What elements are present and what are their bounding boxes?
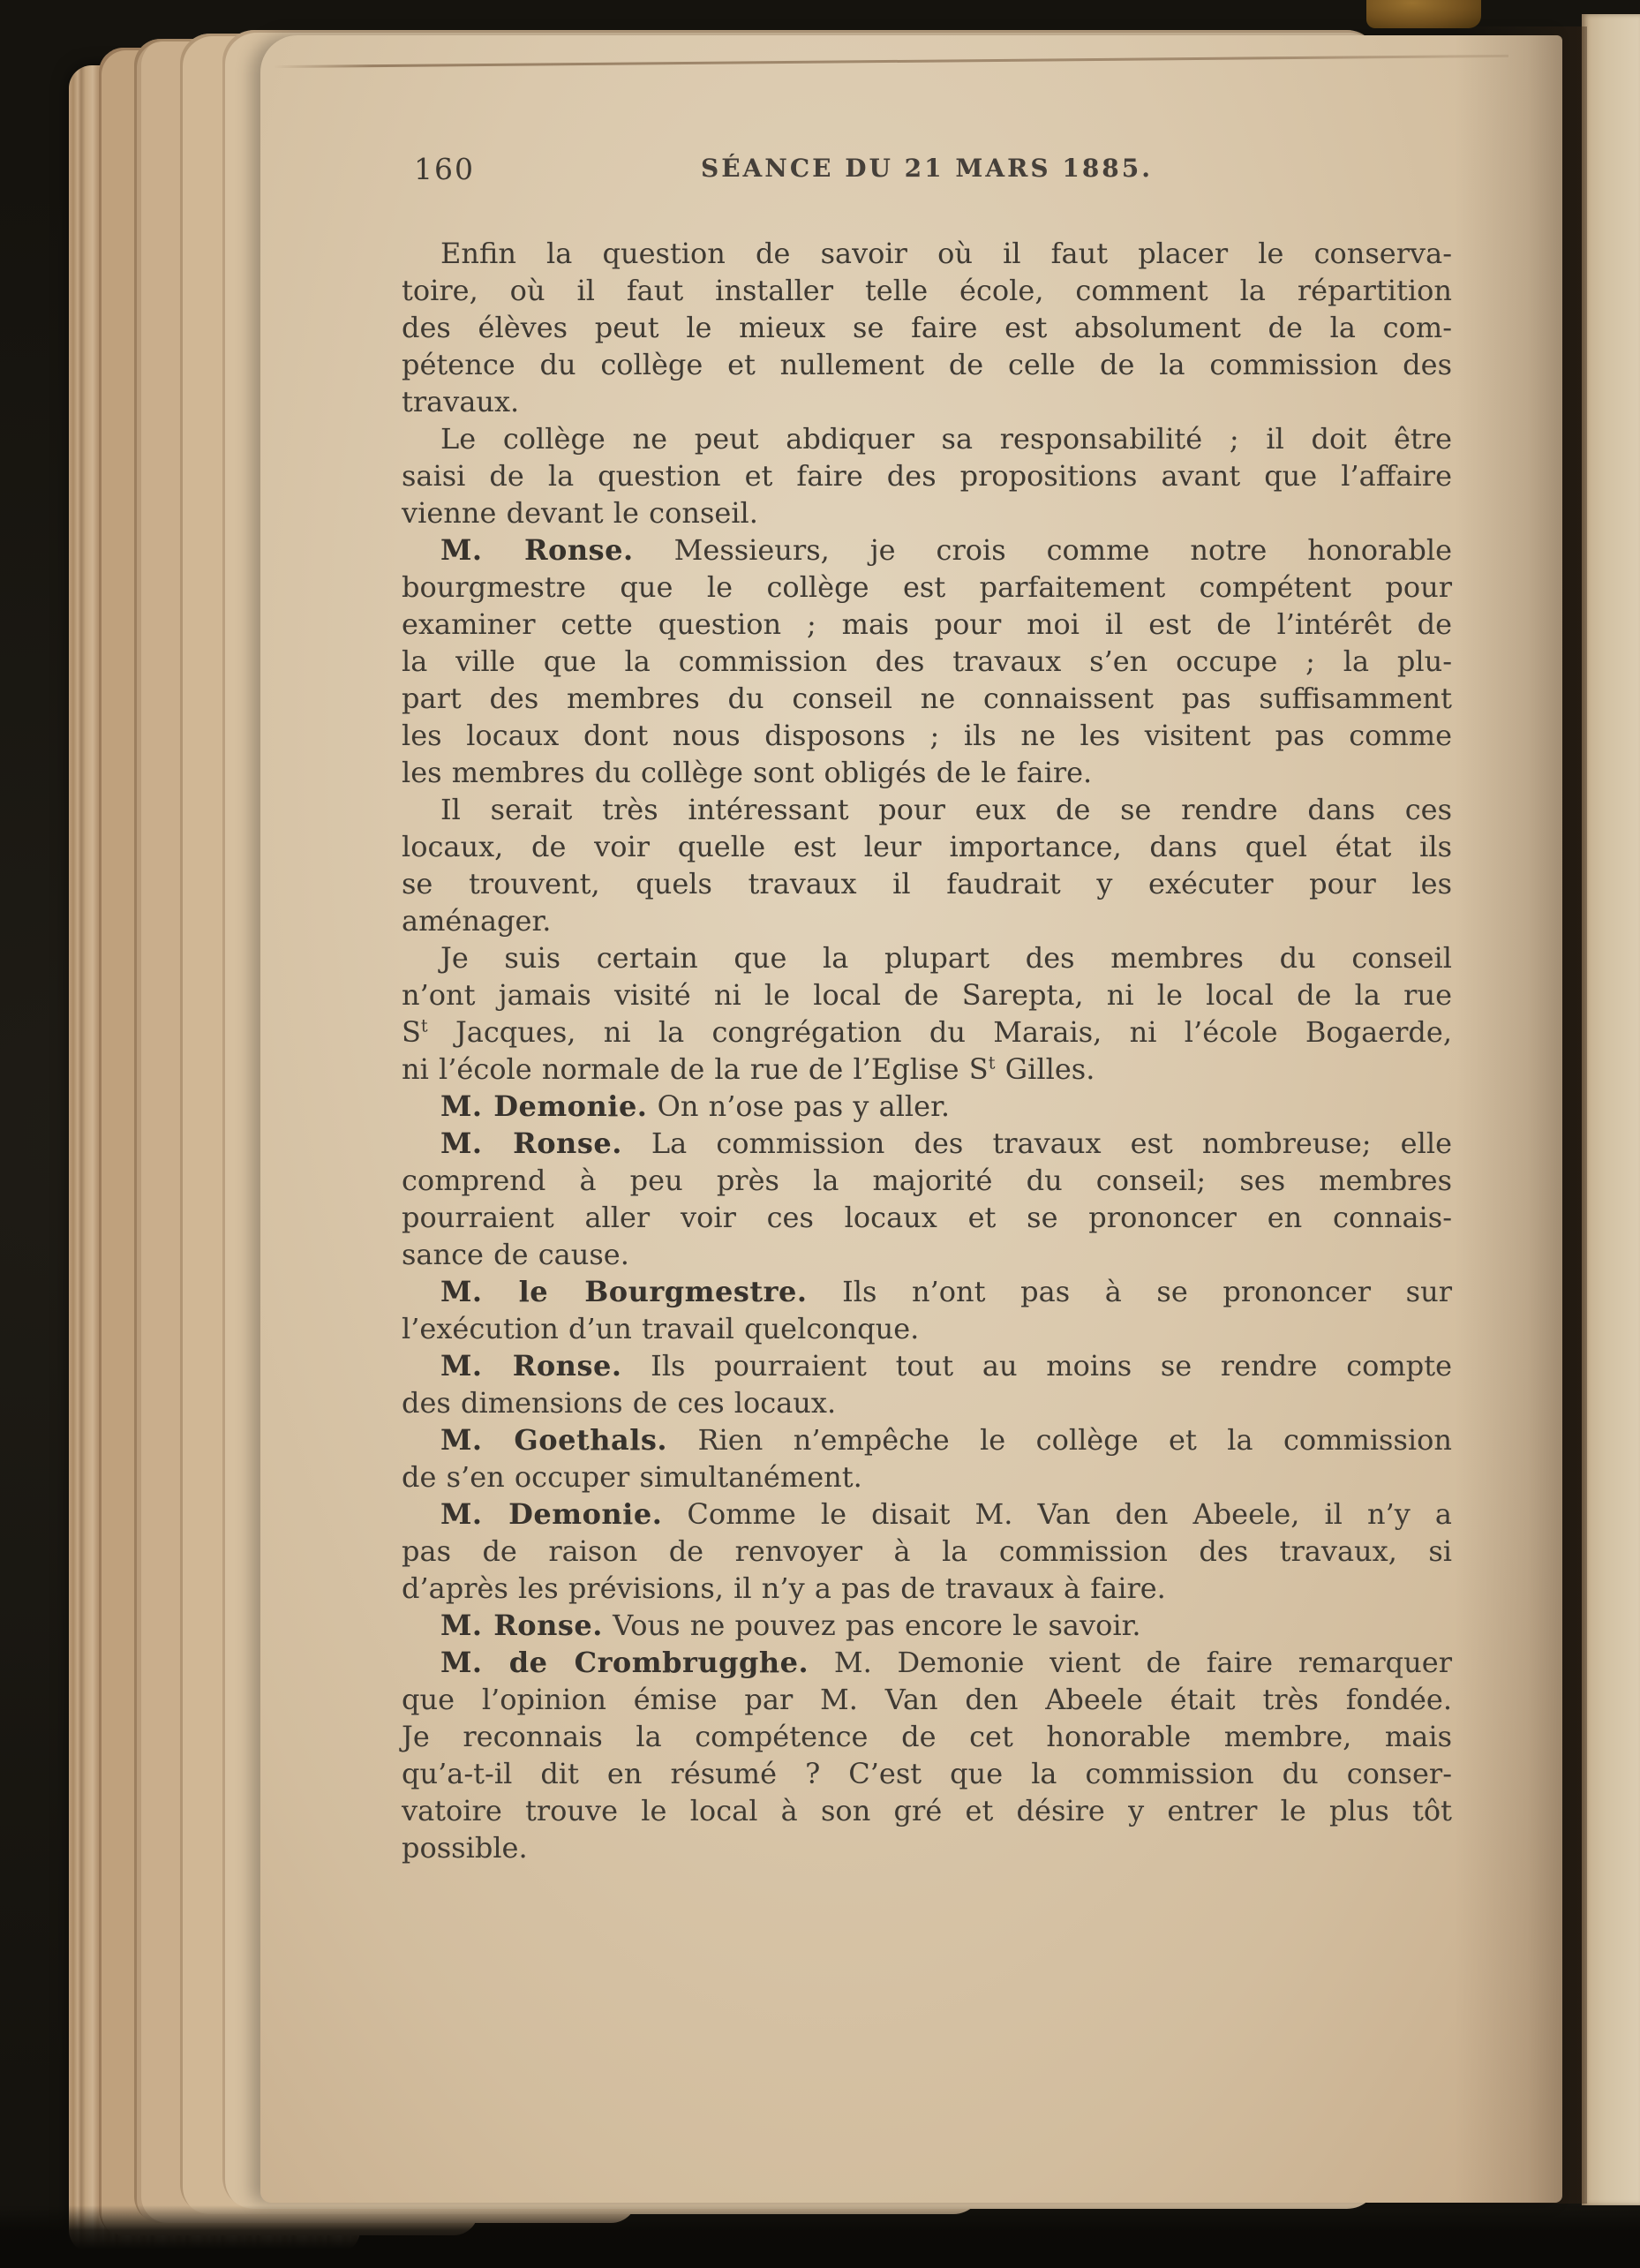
speaker-name: M. Demonie. xyxy=(440,1497,663,1531)
text-segment: locaux, de voir quelle est leur importance, dans quel état ils xyxy=(402,830,1452,863)
text-line xyxy=(402,791,1452,828)
text-line xyxy=(402,420,1452,457)
text-line xyxy=(402,346,1452,383)
text-segment: pourraient aller voir ces locaux et se prononcer en connais- xyxy=(402,1201,1452,1234)
speaker-name: M. de Crombrugghe. xyxy=(440,1646,809,1679)
text-segment: examiner cette question ; mais pour moi il est de l’intérêt de xyxy=(402,607,1452,641)
text-segment: des élèves peut le mieux se faire est absolument de la com- xyxy=(402,311,1452,344)
text-segment: M. Demonie vient de faire remarquer xyxy=(809,1646,1453,1679)
text-line xyxy=(402,1236,1452,1273)
text-line xyxy=(402,1347,1452,1384)
text-segment: Messieurs, je crois comme notre honorable xyxy=(633,533,1453,567)
text-segment: la ville que la commission des travaux s’en occupe ; la plu- xyxy=(402,644,1452,678)
superscript: t xyxy=(420,1015,428,1036)
text-segment: toire, où il faut installer telle école, comment la répartition xyxy=(402,274,1452,307)
text-segment: Enfin la question de savoir où il faut placer le conserva- xyxy=(440,237,1452,270)
text-segment: S xyxy=(402,1015,421,1049)
text-line xyxy=(402,1644,1452,1681)
text-segment: part des membres du conseil ne connaissent pas suffisamment xyxy=(402,682,1452,715)
text-line xyxy=(402,1755,1452,1792)
text-segment: bourgmestre que le collège est parfaitement compétent pour xyxy=(402,570,1452,604)
text-line xyxy=(402,1125,1452,1162)
text-line xyxy=(402,1051,1452,1088)
text-segment: vienne devant le conseil. xyxy=(402,496,758,530)
text-line xyxy=(402,865,1452,902)
text-line xyxy=(402,1421,1452,1458)
text-segment: Le collège ne peut abdiquer sa responsabilité ; il doit être xyxy=(440,422,1452,456)
text-line xyxy=(402,1607,1452,1644)
text-line xyxy=(402,717,1452,754)
speaker-name: M. le Bourgmestre. xyxy=(440,1275,808,1308)
text-segment: que l’opinion émise par M. Van den Abeele était très fondée. xyxy=(402,1683,1452,1716)
gutter-shadow xyxy=(1455,26,1587,2204)
text-segment: ni l’école normale de la rue de l’Eglise S xyxy=(402,1052,989,1086)
text-segment: saisi de la question et faire des propositions avant que l’affaire xyxy=(402,459,1452,493)
text-segment: qu’a-t-il dit en résumé ? C’est que la commission du conser- xyxy=(402,1757,1452,1790)
bottom-edge-shadow xyxy=(0,2205,1640,2268)
text-segment: pas de raison de renvoyer à la commission des travaux, si xyxy=(402,1534,1452,1568)
text-segment: d’après les prévisions, il n’y a pas de travaux à faire. xyxy=(402,1571,1166,1605)
text-segment: des dimensions de ces locaux. xyxy=(402,1386,837,1420)
text-line xyxy=(402,606,1452,643)
text-line xyxy=(402,531,1452,569)
speaker-name: M. Ronse. xyxy=(440,533,634,567)
speaker-name: M. Ronse. xyxy=(440,1349,622,1383)
text-line xyxy=(402,309,1452,346)
text-line xyxy=(402,828,1452,865)
text-line xyxy=(402,902,1452,939)
text-line xyxy=(402,494,1452,531)
book-page xyxy=(260,35,1562,2203)
text-segment: Je reconnais la compétence de cet honorable membre, mais xyxy=(402,1720,1452,1753)
text-segment: La commission des travaux est nombreuse; elle xyxy=(621,1126,1453,1160)
text-segment: Jacques, ni la congrégation du Marais, ni l’école Bogaerde, xyxy=(427,1015,1452,1049)
text-segment: les membres du collège sont obligés de le faire. xyxy=(402,756,1093,789)
binding-stain xyxy=(1366,0,1481,28)
text-line xyxy=(402,457,1452,494)
running-title: SÉANCE DU 21 MARS 1885. xyxy=(700,154,1154,183)
text-line xyxy=(402,272,1452,309)
text-line xyxy=(402,1458,1452,1496)
speaker-name: M. Ronse. xyxy=(440,1126,622,1160)
page-header xyxy=(402,148,1452,189)
text-segment: Vous ne pouvez pas encore le savoir. xyxy=(602,1609,1141,1642)
text-line xyxy=(402,1310,1452,1347)
text-segment: aménager. xyxy=(402,904,552,938)
text-line xyxy=(402,976,1452,1013)
text-segment: Ils pourraient tout au moins se rendre compte xyxy=(621,1349,1453,1383)
text-line xyxy=(402,1273,1452,1310)
text-segment: les locaux dont nous disposons ; ils ne les visitent pas comme xyxy=(402,719,1452,752)
speaker-name: M. Ronse. xyxy=(440,1609,603,1642)
text-line xyxy=(402,1829,1452,1866)
text-segment: Gilles. xyxy=(995,1052,1095,1086)
text-segment: vatoire trouve le local à son gré et désire y entrer le plus tôt xyxy=(402,1794,1452,1827)
speaker-name: M. Demonie. xyxy=(440,1089,648,1123)
text-line xyxy=(402,754,1452,791)
text-line xyxy=(402,939,1452,976)
page-number: 160 xyxy=(414,152,475,186)
text-line xyxy=(402,1570,1452,1607)
text-line xyxy=(402,1718,1452,1755)
text-segment: pétence du collège et nullement de celle de la commission des xyxy=(402,348,1452,381)
text-segment: se trouvent, quels travaux il faudrait y exécuter pour les xyxy=(402,867,1452,900)
text-line xyxy=(402,1792,1452,1829)
text-line xyxy=(402,643,1452,680)
text-segment: l’exécution d’un travail quelconque. xyxy=(402,1312,920,1345)
text-segment: On n’ose pas y aller. xyxy=(647,1089,951,1123)
text-segment: Ils n’ont pas à se prononcer sur xyxy=(807,1275,1453,1308)
text-segment: sance de cause. xyxy=(402,1238,629,1271)
text-block xyxy=(402,235,1452,1866)
text-line xyxy=(402,1162,1452,1199)
text-line xyxy=(402,569,1452,606)
text-line xyxy=(402,680,1452,717)
text-segment: Comme le disait M. Van den Abeele, il n’y a xyxy=(662,1497,1453,1531)
text-segment: de s’en occuper simultanément. xyxy=(402,1460,862,1494)
speaker-name: M. Goethals. xyxy=(440,1423,668,1457)
text-line xyxy=(402,1681,1452,1718)
facing-page-edge xyxy=(1582,14,1640,2205)
page-edge-line xyxy=(273,55,1508,68)
text-line xyxy=(402,383,1452,420)
text-line xyxy=(402,1088,1452,1125)
text-segment: possible. xyxy=(402,1831,528,1865)
text-line xyxy=(402,1199,1452,1236)
text-segment: n’ont jamais visité ni le local de Sarepta, ni le local de la rue xyxy=(402,978,1452,1012)
text-segment: comprend à peu près la majorité du conseil; ses membres xyxy=(402,1164,1452,1197)
text-line xyxy=(402,235,1452,272)
text-segment: Il serait très intéressant pour eux de se rendre dans ces xyxy=(440,793,1452,826)
text-segment: Je suis certain que la plupart des membres du conseil xyxy=(440,941,1452,975)
text-segment: travaux. xyxy=(402,385,520,418)
text-segment: Rien n’empêche le collège et la commission xyxy=(667,1423,1453,1457)
superscript: t xyxy=(988,1052,996,1074)
text-line xyxy=(402,1384,1452,1421)
text-line xyxy=(402,1496,1452,1533)
text-line xyxy=(402,1533,1452,1570)
text-line xyxy=(402,1013,1452,1051)
